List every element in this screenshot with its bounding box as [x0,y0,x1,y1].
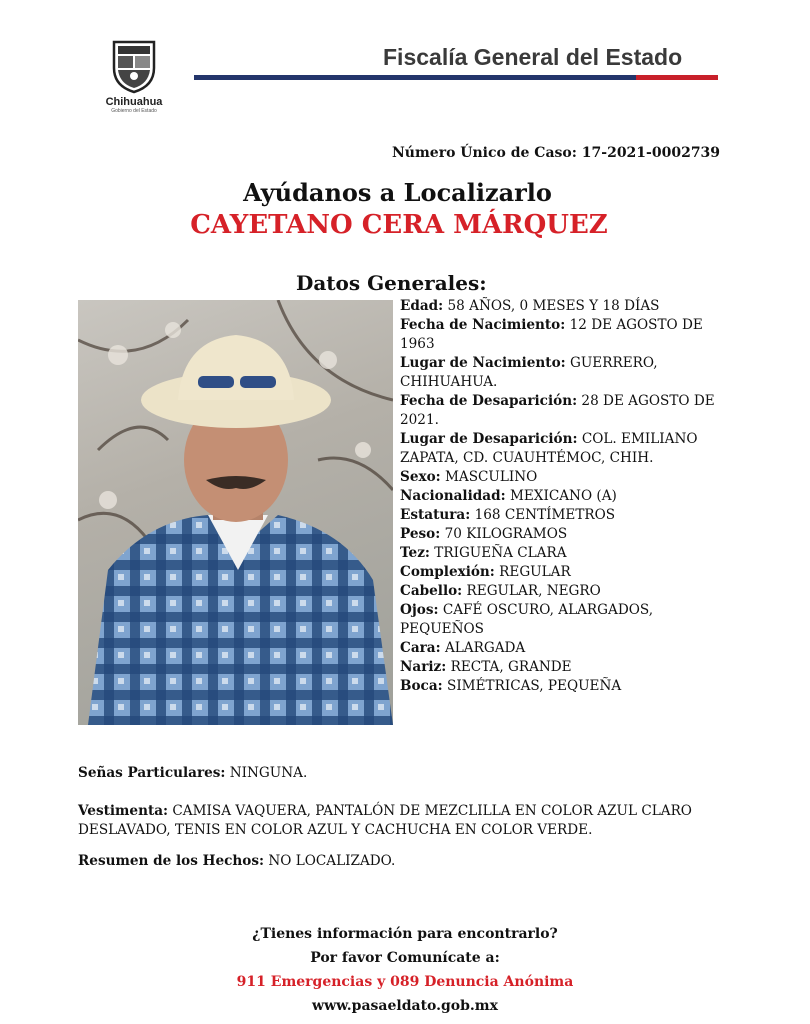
detail-label: Nacionalidad: [400,488,506,504]
detail-value: TRIGUEÑA CLARA [434,545,567,561]
detail-label: Nariz: [400,659,447,675]
agency-title: Fiscalía General del Estado [383,44,683,70]
detail-row [400,563,720,582]
detail-label: Lugar de Desaparición: [400,431,578,447]
person-photo-illustration [78,300,393,725]
detail-row [400,582,720,601]
case-summary-label: Resumen de los Hechos: [78,853,265,869]
footer-question: ¿Tienes información para encontrarlo? [252,926,558,942]
detail-value: MASCULINO [444,469,538,485]
clothing [78,802,758,840]
detail-label: Estatura: [400,507,471,523]
detail-row [400,354,720,392]
footer-phones: 911 Emergencias y 089 Denuncia Anónima [236,974,574,990]
detail-row [400,544,720,563]
distinguishing-marks [78,764,758,783]
detail-value: ALARGADA [444,640,526,656]
detail-label: Tez: [400,545,430,561]
detail-row [400,316,720,354]
detail-row [400,506,720,525]
detail-value: 12 DE AGOSTO DE 1963 [400,317,703,352]
contact-footer [0,922,810,1018]
person-photo [78,300,393,725]
detail-value: REGULAR, NEGRO [466,583,601,599]
detail-row [400,601,720,639]
detail-value: COL. EMILIANO ZAPATA, CD. CUAUHTÉMOC, CHIH. [400,431,698,466]
detail-row [400,468,720,487]
detail-value: 168 CENTÍMETROS [474,507,616,523]
detail-value: GUERRERO, CHIHUAHUA. [400,355,658,390]
detail-label: Fecha de Nacimiento: [400,317,566,333]
case-number-value: 17-2021-0002739 [581,145,721,161]
header-divider-red [636,75,718,80]
case-number [392,145,720,161]
detail-label: Complexión: [400,564,495,580]
detail-value: SIMÉTRICAS, PEQUEÑA [447,678,622,694]
detail-row [400,525,720,544]
missing-person-name [0,210,810,240]
detail-label: Ojos: [400,602,439,618]
page-heading-text: Ayúdanos a Localizarlo [243,178,552,207]
detail-row [400,392,720,430]
footer-contact: Por favor Comunícate a: [310,950,500,966]
distinguishing-marks-label: Señas Particulares: [78,765,226,781]
detail-value: MEXICANO (A) [509,488,617,504]
detail-row [400,487,720,506]
detail-value: 70 KILOGRAMOS [444,526,568,542]
detail-label: Cabello: [400,583,463,599]
detail-label: Cara: [400,640,441,656]
detail-label: Peso: [400,526,441,542]
detail-value: 58 AÑOS, 0 MESES Y 18 DÍAS [447,298,660,314]
detail-label: Fecha de Desaparición: [400,393,578,409]
detail-label: Lugar de Nacimiento: [400,355,566,371]
detail-value: RECTA, GRANDE [450,659,572,675]
detail-label: Edad: [400,298,444,314]
logo-subtitle: Gobierno del Estado [111,108,157,114]
detail-label: Sexo: [400,469,441,485]
section-title: Datos Generales: [296,271,487,295]
case-number-label: Número Único de Caso: [392,145,577,161]
state-logo [98,38,170,114]
detail-row [400,297,720,316]
clothing-label: Vestimenta: [78,803,169,819]
detail-value: 28 DE AGOSTO DE 2021. [400,393,715,428]
clothing-value: CAMISA VAQUERA, PANTALÓN DE MEZCLILLA EN COLOR AZUL CLARO DESLAVADO, TENIS EN COLOR AZUL Y CACHUCHA EN COLOR VERDE. [78,803,692,838]
page-heading [0,178,810,207]
header-divider-blue [194,75,636,80]
detail-row [400,639,720,658]
detail-label: Boca: [400,678,443,694]
detail-row [400,658,720,677]
detail-value: CAFÉ OSCURO, ALARGADOS, PEQUEÑOS [400,602,654,637]
case-summary [78,852,758,871]
distinguishing-marks-value: NINGUNA. [229,765,308,781]
missing-person-name-text: CAYETANO CERA MÁRQUEZ [190,210,608,240]
detail-row [400,430,720,468]
logo-name: Chihuahua [105,96,163,108]
details-list [400,297,720,696]
header-divider [194,75,718,80]
case-summary-value: NO LOCALIZADO. [268,853,396,869]
footer-website[interactable]: www.pasaeldato.gob.mx [312,998,498,1014]
coat-of-arms-icon [108,38,160,94]
detail-row [400,677,720,696]
detail-value: REGULAR [499,564,571,580]
